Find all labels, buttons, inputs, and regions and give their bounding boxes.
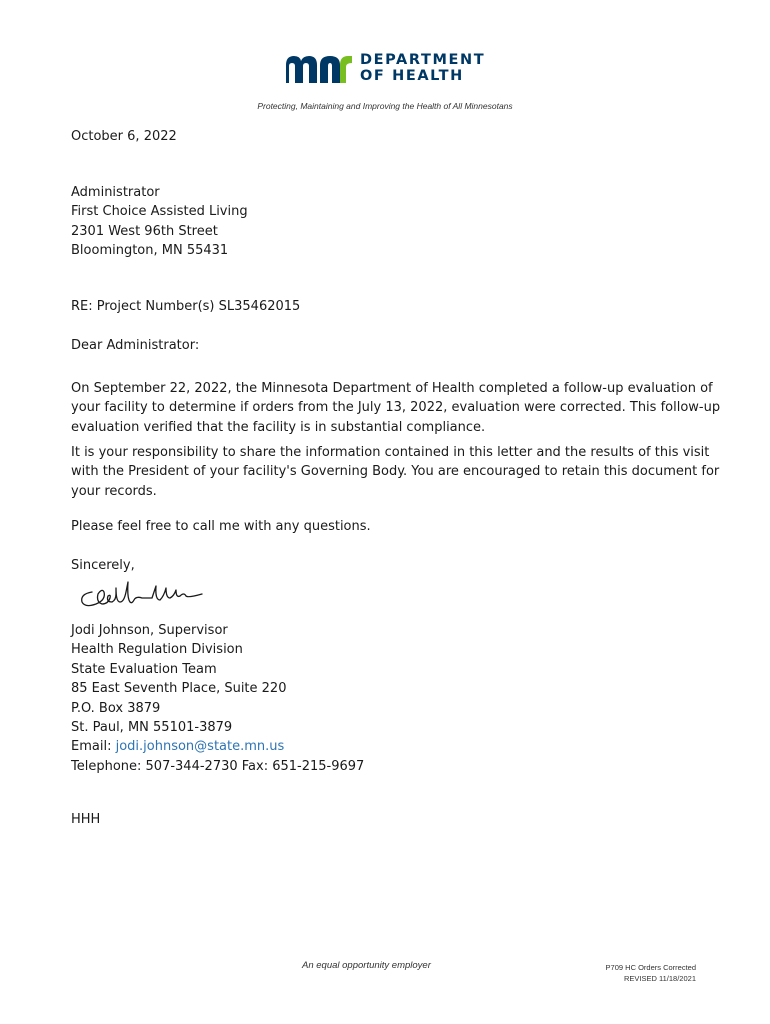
paragraph-line: your facility to determine if orders from the July 13, 2022, evaluation were corrected. This follow-up: [71, 400, 721, 416]
tagline: Protecting, Maintaining and Improving the Health of All Minnesotans: [257, 101, 513, 111]
paragraph-line: with the President of your facility's Governing Body. You are encouraged to retain this document for: [71, 464, 720, 480]
mdh-logo: [284, 52, 485, 84]
signer-address: 85 East Seventh Place, Suite 220: [71, 681, 287, 697]
typist-initials: HHH: [71, 812, 101, 827]
email-link[interactable]: jodi.johnson@state.mn.us: [115, 739, 285, 755]
re-line: RE: Project Number(s) SL35462015: [71, 299, 301, 314]
signer-name: Jodi Johnson, Supervisor: [71, 623, 228, 638]
footer-form-name: P709 HC Orders Corrected: [605, 963, 696, 972]
recipient-line: Bloomington, MN 55431: [71, 243, 229, 259]
salutation: Dear Administrator:: [71, 338, 200, 353]
logo-line-1: DEPARTMENT: [360, 52, 486, 68]
footer-revised: REVISED 11/18/2021: [624, 974, 696, 983]
paragraph-3: Please feel free to call me with any questions.: [71, 519, 371, 534]
recipient-line: Administrator: [71, 185, 160, 200]
signer-city: St. Paul, MN 55101-3879: [71, 720, 233, 736]
signer-team: State Evaluation Team: [71, 661, 217, 677]
email-label: Email:: [71, 739, 116, 755]
logo-line-2: OF HEALTH: [360, 68, 464, 84]
paragraph-1: [71, 379, 721, 437]
paragraph-line: evaluation verified that the facility is in substantial compliance.: [71, 419, 486, 435]
signer-block: [71, 621, 711, 776]
footer-form-id: [606, 962, 696, 984]
footer-equal-opportunity: An equal opportunity employer: [302, 960, 431, 971]
paragraph-line: It is your responsibility to share the information contained in this letter and the results of this visit: [71, 445, 710, 460]
letter-date: October 6, 2022: [71, 129, 177, 144]
logo-wordmark: [360, 52, 485, 84]
recipient-line: First Choice Assisted Living: [71, 204, 248, 220]
signer-division: Health Regulation Division: [71, 642, 243, 658]
closing: Sincerely,: [71, 558, 135, 573]
signature-image: [76, 578, 206, 616]
recipient-line: 2301 West 96th Street: [71, 223, 218, 239]
signer-phone: Telephone: 507-344-2730 Fax: 651-215-9697: [71, 758, 365, 774]
signer-email-line: [71, 737, 711, 756]
paragraph-line: On September 22, 2022, the Minnesota Department of Health completed a follow-up evaluation of: [71, 381, 713, 396]
paragraph-2: [71, 443, 720, 501]
paragraph-line: your records.: [71, 483, 157, 499]
handwritten-signature-icon: [76, 578, 206, 612]
mn-logo-mark-icon: [284, 53, 354, 83]
recipient-address: [71, 183, 711, 261]
signer-po-box: P.O. Box 3879: [71, 700, 161, 716]
